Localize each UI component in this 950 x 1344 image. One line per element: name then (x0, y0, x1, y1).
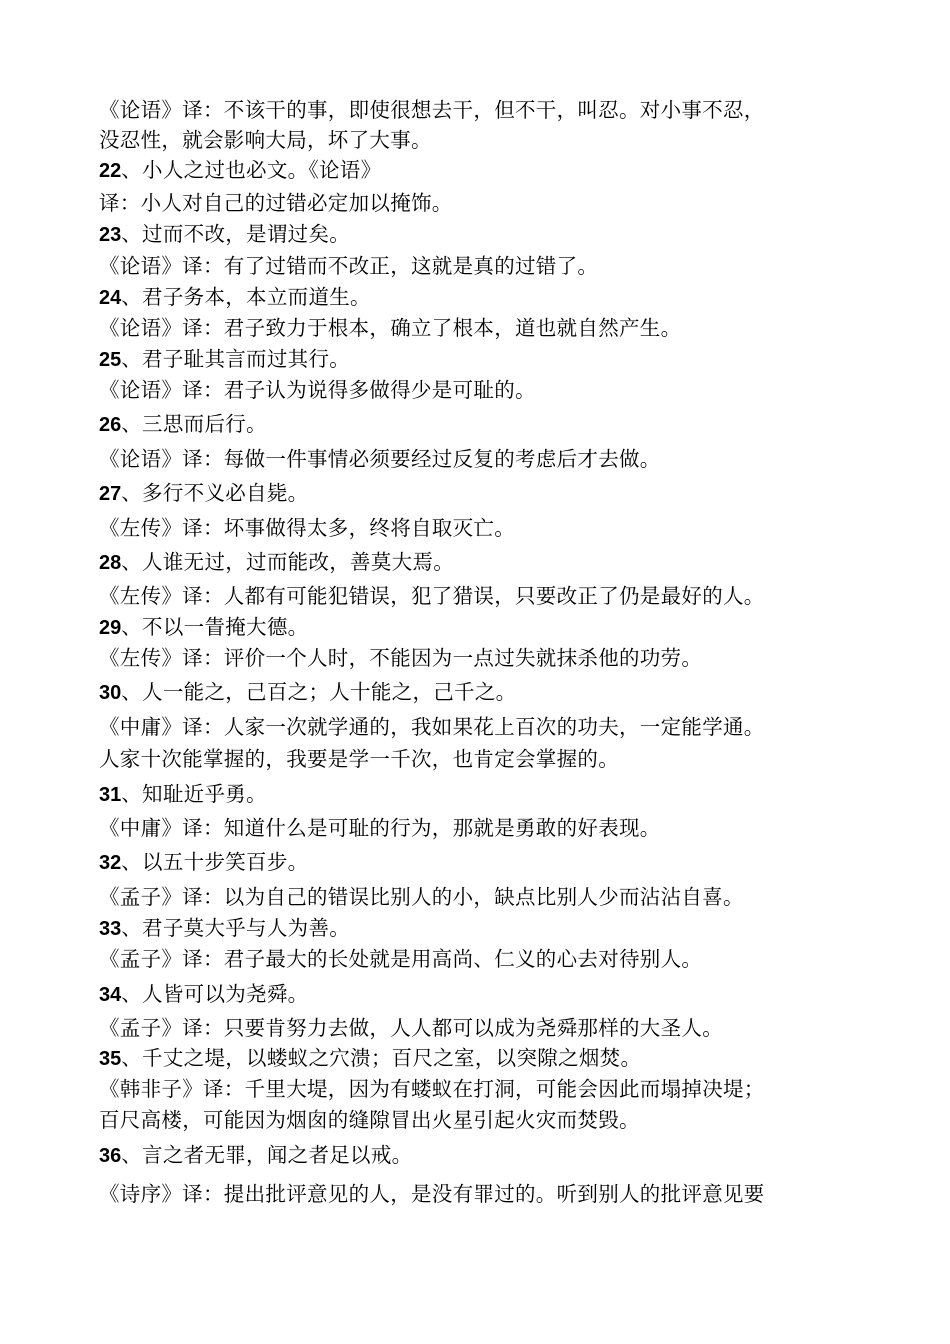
item-number: 35 (99, 1048, 122, 1070)
text-line (99, 446, 879, 473)
text-line (99, 614, 879, 641)
line-text: 、君子务本，本立而道生。 (121, 285, 371, 309)
item-number: 32 (99, 852, 122, 874)
text-line (99, 714, 879, 741)
item-number: 27 (99, 483, 122, 505)
text-line (99, 915, 879, 942)
text-line (99, 1045, 879, 1072)
text-line (99, 781, 879, 808)
line-text: 《孟子》译：君子最大的长处就是用高尚、仁义的心去对待别人。 (99, 947, 703, 971)
line-text: 《论语》译：君子认为说得多做得少是可耻的。 (99, 378, 536, 402)
line-text: 译：小人对自己的过错必定加以掩饰。 (99, 191, 453, 215)
line-text: 、君子耻其言而过其行。 (121, 347, 351, 371)
text-line (99, 515, 879, 542)
line-text: 人家十次能掌握的，我要是学一千次，也肯定会掌握的。 (99, 747, 619, 771)
line-text: 、言之者无罪，闻之者足以戒。 (121, 1143, 413, 1167)
line-text: 《左传》译：坏事做得太多，终将自取灭亡。 (99, 516, 515, 540)
line-text: 《中庸》译：人家一次就学通的，我如果花上百次的功夫，一定能学通。 (99, 715, 765, 739)
line-text: 《论语》译：君子致力于根本，确立了根本，道也就自然产生。 (99, 316, 682, 340)
line-text: 、人谁无过，过而能改，善莫大焉。 (121, 550, 455, 574)
line-text: 、君子莫大乎与人为善。 (121, 916, 351, 940)
line-text: 、知耻近乎勇。 (121, 782, 267, 806)
text-line (99, 1142, 879, 1169)
text-line (99, 981, 879, 1008)
text-line (99, 549, 879, 576)
text-line (99, 1076, 879, 1103)
text-line (99, 411, 879, 438)
line-text: 没忍性，就会影响大局，坏了大事。 (99, 128, 432, 152)
text-line (99, 583, 879, 610)
text-line (99, 190, 879, 217)
line-text: 、多行不义必自毙。 (121, 481, 309, 505)
text-line (99, 346, 879, 373)
item-number: 28 (99, 552, 122, 574)
line-text: 《左传》译：人都有可能犯错误，犯了猎误，只要改正了仍是最好的人。 (99, 584, 765, 608)
line-text: 、过而不改，是谓过矣。 (121, 222, 351, 246)
line-text: 、人皆可以为尧舜。 (121, 982, 309, 1006)
text-line (99, 284, 879, 311)
text-line (99, 1107, 879, 1134)
text-line (99, 884, 879, 911)
line-text: 、不以一眚掩大德。 (121, 615, 309, 639)
item-number: 26 (99, 414, 122, 436)
text-line (99, 377, 879, 404)
text-line (99, 315, 879, 342)
item-number: 25 (99, 349, 122, 371)
text-line (99, 127, 879, 154)
line-text: 、千丈之堤，以蝼蚁之穴溃；百尺之室，以突隙之烟焚。 (121, 1046, 642, 1070)
line-text: 、以五十步笑百步。 (121, 850, 309, 874)
line-text: 、人一能之，己百之；人十能之，己千之。 (121, 680, 517, 704)
item-number: 23 (99, 224, 122, 246)
line-text: 《孟子》译：只要肯努力去做，人人都可以成为尧舜那样的大圣人。 (99, 1016, 723, 1040)
text-line (99, 645, 879, 672)
text-line (99, 1015, 879, 1042)
line-text: 《中庸》译：知道什么是可耻的行为，那就是勇敢的好表现。 (99, 816, 661, 840)
line-text: 《左传》译：评价一个人时，不能因为一点过失就抹杀他的功劳。 (99, 646, 703, 670)
text-line (99, 946, 879, 973)
item-number: 33 (99, 918, 122, 940)
line-text: 《诗序》译：提出批评意见的人，是没有罪过的。听到别人的批评意见要 (99, 1182, 765, 1206)
line-text: 《韩非子》译：千里大堤，因为有蝼蚁在打洞，可能会因此而塌掉决堤； (99, 1077, 765, 1101)
item-number: 29 (99, 617, 122, 639)
line-text: 《论语》译：不该干的事，即使很想去干，但不干，叫忍。对小事不忍， (99, 98, 765, 122)
item-number: 24 (99, 287, 122, 309)
text-line (99, 157, 879, 184)
item-number: 30 (99, 682, 122, 704)
item-number: 22 (99, 160, 122, 182)
line-text: 《论语》译：有了过错而不改正，这就是真的过错了。 (99, 254, 599, 278)
line-text: 百尺高楼，可能因为烟囱的缝隙冒出火星引起火灾而焚毁。 (99, 1108, 640, 1132)
text-line (99, 480, 879, 507)
line-text: 《孟子》译：以为自己的错误比别人的小，缺点比别人少而沾沾自喜。 (99, 885, 744, 909)
line-text: 、三思而后行。 (121, 412, 267, 436)
text-line (99, 746, 879, 773)
item-number: 34 (99, 984, 122, 1006)
text-line (99, 221, 879, 248)
line-text: 、小人之过也必文。《论语》 (121, 158, 382, 182)
text-line (99, 97, 879, 124)
text-line (99, 849, 879, 876)
text-line (99, 815, 879, 842)
text-line (99, 253, 879, 280)
line-text: 《论语》译：每做一件事情必须要经过反复的考虑后才去做。 (99, 447, 661, 471)
item-number: 31 (99, 784, 122, 806)
text-line (99, 679, 879, 706)
item-number: 36 (99, 1145, 122, 1167)
text-line (99, 1181, 879, 1208)
